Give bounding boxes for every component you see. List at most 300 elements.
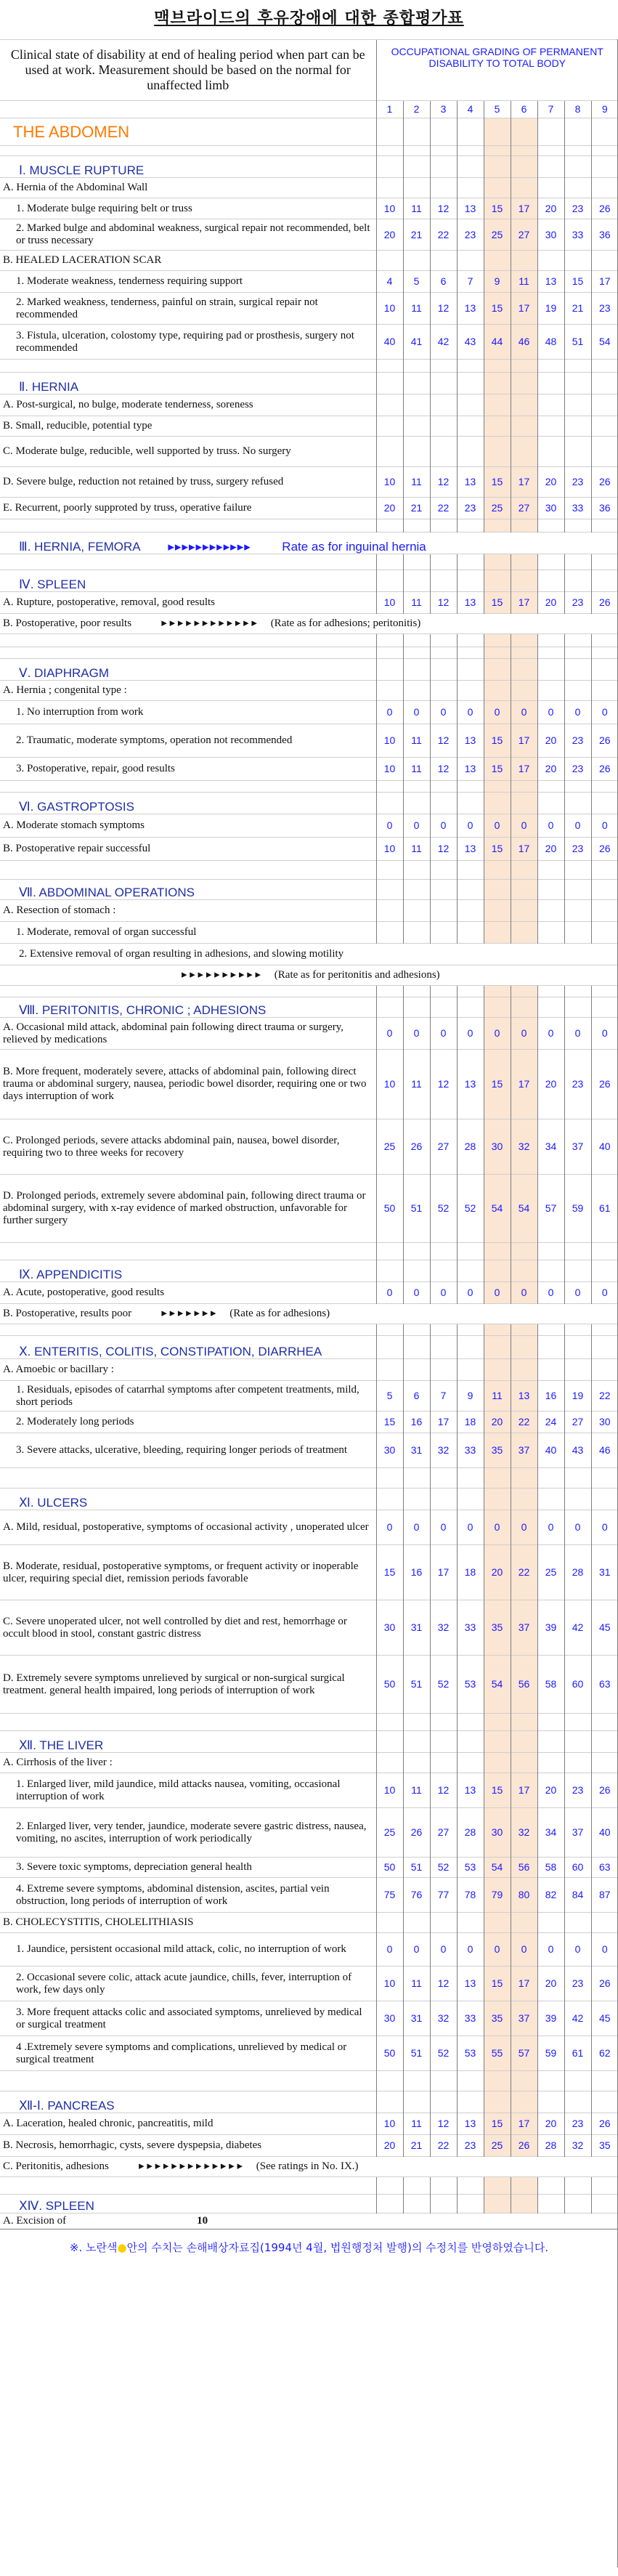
empty-cell <box>591 1714 618 1731</box>
empty-cell <box>403 1359 430 1381</box>
empty-cell <box>457 1324 484 1336</box>
empty-cell <box>457 922 484 944</box>
empty-cell <box>430 178 457 198</box>
empty-cell <box>457 251 484 271</box>
empty-cell <box>376 1731 403 1753</box>
section-heading-row <box>0 880 618 900</box>
empty-cell <box>457 781 484 793</box>
rating-value: 15 <box>484 2113 511 2135</box>
section-heading: Ⅳ. SPLEEN <box>0 570 376 592</box>
empty-cell <box>376 373 403 394</box>
rating-value: 0 <box>484 1510 511 1545</box>
empty-cell <box>457 519 484 532</box>
empty-cell <box>511 2195 537 2214</box>
rating-value: 9 <box>457 1381 484 1411</box>
rating-value: 23 <box>564 198 591 219</box>
empty-cell <box>430 570 457 592</box>
empty-cell <box>457 373 484 394</box>
empty-cell <box>484 373 511 394</box>
rating-value: 30 <box>537 498 564 519</box>
empty-cell <box>537 1714 564 1731</box>
rating-value: 0 <box>564 1282 591 1304</box>
region-heading: THE ABDOMEN <box>0 118 376 146</box>
empty-cell <box>564 1359 591 1381</box>
empty-cell <box>430 118 457 146</box>
rating-value: 80 <box>511 1878 537 1913</box>
empty-cell <box>0 2071 376 2091</box>
rating-value: 18 <box>457 1411 484 1433</box>
rate-note: (See ratings in No. IX.) <box>256 2160 359 2172</box>
empty-cell <box>430 986 457 997</box>
row-label: B. Moderate, residual, postoperative symptoms, or frequent activity or inoperable ulcer, requiring special diet, remission periods favorable <box>0 1545 376 1600</box>
empty-cell <box>403 394 430 416</box>
empty-cell <box>457 986 484 997</box>
empty-cell <box>430 146 457 156</box>
rating-value: 0 <box>430 814 457 838</box>
rating-value: 26 <box>403 1808 430 1858</box>
rating-value: 35 <box>484 1600 511 1656</box>
empty-cell <box>376 793 403 814</box>
cross-reference-row <box>0 965 618 986</box>
empty-cell <box>511 1336 537 1359</box>
rating-row <box>0 758 618 781</box>
empty-cell <box>537 986 564 997</box>
empty-cell <box>430 793 457 814</box>
empty-cell <box>484 1260 511 1282</box>
empty-cell <box>430 1359 457 1381</box>
row-label: E. Recurrent, poorly supproted by truss, operative failure <box>0 498 376 519</box>
empty-cell <box>591 437 618 467</box>
empty-cell <box>591 647 618 659</box>
empty-cell <box>564 554 591 570</box>
empty-cell <box>564 1714 591 1731</box>
rating-value: 10 <box>376 1773 403 1808</box>
empty-cell <box>564 1913 591 1933</box>
empty-cell <box>564 634 591 647</box>
empty-cell <box>537 1336 564 1359</box>
rating-row <box>0 1433 618 1468</box>
rating-value: 10 <box>376 592 403 614</box>
rating-value: 0 <box>484 1282 511 1304</box>
row-label: 3. More frequent attacks colic and associated symptoms, unrelieved by medical or surgical treatment <box>0 2001 376 2036</box>
empty-cell <box>430 2071 457 2091</box>
empty-cell <box>403 146 430 156</box>
column-number: 6 <box>511 101 537 118</box>
empty-cell <box>430 156 457 178</box>
empty-cell <box>537 437 564 467</box>
rating-value: 0 <box>591 814 618 838</box>
empty-cell <box>537 880 564 900</box>
empty-cell <box>430 659 457 681</box>
rating-value: 15 <box>484 724 511 758</box>
empty-cell <box>403 647 430 659</box>
empty-cell <box>564 647 591 659</box>
rating-value: 11 <box>403 467 430 498</box>
rating-value: 26 <box>591 1773 618 1808</box>
empty-cell <box>403 1714 430 1731</box>
rating-row <box>0 1933 618 1967</box>
row-label: 1. Moderate, removal of organ successful <box>0 922 376 944</box>
empty-cell <box>484 900 511 922</box>
empty-cell <box>564 360 591 373</box>
empty-cell <box>591 997 618 1018</box>
rating-value: 32 <box>430 2001 457 2036</box>
empty-cell <box>537 146 564 156</box>
empty-cell <box>0 1243 376 1260</box>
rating-value: 35 <box>484 2001 511 2036</box>
empty-cell <box>591 681 618 701</box>
empty-cell <box>511 416 537 437</box>
rating-row <box>0 838 618 861</box>
empty-cell <box>484 1753 511 1773</box>
rating-value: 22 <box>511 1545 537 1600</box>
rating-value: 20 <box>537 467 564 498</box>
empty-cell <box>511 793 537 814</box>
empty-cell <box>430 416 457 437</box>
empty-cell <box>430 394 457 416</box>
rating-value: 0 <box>564 814 591 838</box>
empty-cell <box>537 1913 564 1933</box>
section-title: Ⅲ. HERNIA, FEMORA <box>19 540 141 554</box>
rating-value: 12 <box>430 724 457 758</box>
empty-cell <box>564 1336 591 1359</box>
rating-value: 0 <box>591 1282 618 1304</box>
footnote <box>0 2229 618 2267</box>
empty-cell <box>537 394 564 416</box>
empty-cell <box>430 922 457 944</box>
empty-cell <box>457 554 484 570</box>
empty-cell <box>484 570 511 592</box>
empty-cell <box>376 437 403 467</box>
rating-value: 15 <box>484 592 511 614</box>
rating-row <box>0 814 618 838</box>
rating-row <box>0 467 618 498</box>
empty-cell <box>591 554 618 570</box>
rating-value: 27 <box>430 1808 457 1858</box>
row-label: D. Prolonged periods, extremely severe abdominal pain, following direct trauma or abdominal surgery, with x-ray evidence of marked obstruction, unfavorable for further surgery <box>0 1175 376 1243</box>
rating-value: 26 <box>591 2113 618 2135</box>
row-label <box>0 1304 618 1324</box>
empty-cell <box>457 1489 484 1510</box>
rating-value: 60 <box>564 1656 591 1714</box>
section-heading-row <box>0 997 618 1018</box>
rating-value: 15 <box>564 271 591 293</box>
empty-cell <box>511 1714 537 1731</box>
row-label: A. Post-surgical, no bulge, moderate tenderness, soreness <box>0 394 376 416</box>
empty-cell <box>376 2177 403 2195</box>
empty-cell <box>564 1324 591 1336</box>
empty-cell <box>430 1324 457 1336</box>
empty-cell <box>591 659 618 681</box>
rating-row <box>0 1018 618 1050</box>
rating-value: 26 <box>591 758 618 781</box>
rating-value: 0 <box>430 701 457 724</box>
rating-row <box>0 2113 618 2135</box>
rating-value: 58 <box>537 1656 564 1714</box>
section-heading-row <box>0 2091 618 2113</box>
rating-value: 0 <box>430 1282 457 1304</box>
empty-cell <box>537 1243 564 1260</box>
rating-value: 7 <box>430 1381 457 1411</box>
row-label: A. Laceration, healed chronic, pancreatitis, mild <box>0 2113 376 2135</box>
empty-cell <box>484 1468 511 1489</box>
section-heading-row <box>0 373 618 394</box>
empty-cell <box>484 118 511 146</box>
row-label: A. Amoebic or bacillary : <box>0 1359 376 1381</box>
rating-row <box>0 1175 618 1243</box>
rating-row <box>0 416 618 437</box>
empty-cell <box>376 1489 403 1510</box>
section-heading: Ⅰ. MUSCLE RUPTURE <box>0 156 376 178</box>
rating-value: 52 <box>430 1656 457 1714</box>
section-heading-row <box>0 156 618 178</box>
empty-cell <box>403 2177 430 2195</box>
rating-value: 37 <box>511 2001 537 2036</box>
empty-cell <box>564 986 591 997</box>
rating-value: 0 <box>430 1510 457 1545</box>
empty-cell <box>403 986 430 997</box>
empty-cell <box>457 437 484 467</box>
section-heading: Ⅷ. PERITONITIS, CHRONIC ; ADHESIONS <box>0 997 376 1018</box>
empty-cell <box>564 156 591 178</box>
rating-value: 9 <box>484 271 511 293</box>
rating-value: 0 <box>376 1018 403 1050</box>
empty-cell <box>430 1336 457 1359</box>
empty-cell <box>511 146 537 156</box>
spacer-row <box>0 2071 618 2091</box>
rating-value: 42 <box>564 2001 591 2036</box>
empty-cell <box>537 416 564 437</box>
column-number: 7 <box>537 101 564 118</box>
empty-cell <box>403 781 430 793</box>
empty-cell <box>564 922 591 944</box>
rating-value: 51 <box>403 1858 430 1878</box>
section-heading: Ⅱ. HERNIA <box>0 373 376 394</box>
empty-cell <box>484 2177 511 2195</box>
rating-value: 59 <box>564 1175 591 1243</box>
rating-value: 0 <box>484 1933 511 1967</box>
rating-value: 0 <box>484 701 511 724</box>
rating-value: 37 <box>511 1600 537 1656</box>
empty-cell <box>484 1359 511 1381</box>
rating-value: 17 <box>511 838 537 861</box>
rating-value: 26 <box>591 467 618 498</box>
rating-value: 0 <box>511 814 537 838</box>
rating-value: 23 <box>457 498 484 519</box>
rating-value: 30 <box>537 219 564 251</box>
rating-value: 34 <box>537 1808 564 1858</box>
empty-cell <box>430 554 457 570</box>
empty-cell <box>537 360 564 373</box>
empty-cell <box>591 1913 618 1933</box>
rating-row <box>0 1411 618 1433</box>
empty-cell <box>484 437 511 467</box>
rating-value: 50 <box>376 2036 403 2071</box>
spacer-row <box>0 554 618 570</box>
rating-value: 0 <box>591 1933 618 1967</box>
empty-cell <box>0 861 376 880</box>
empty-cell <box>430 1913 457 1933</box>
section-heading-row <box>0 570 618 592</box>
rating-value: 84 <box>564 1878 591 1913</box>
empty-cell <box>0 647 376 659</box>
header-right-text: OCCUPATIONAL GRADING OF PERMANENT DISABILITY TO TOTAL BODY <box>376 40 618 101</box>
empty-cell <box>511 647 537 659</box>
rating-value: 26 <box>511 2135 537 2157</box>
empty-cell <box>511 394 537 416</box>
rating-value: 5 <box>403 271 430 293</box>
rating-value: 79 <box>484 1878 511 1913</box>
empty-cell <box>376 416 403 437</box>
empty-cell <box>564 793 591 814</box>
row-label: 2. Enlarged liver, very tender, jaundice, moderate severe gastric distress, nausea, vomiting, no ascites, interruption of work periodically <box>0 1808 376 1858</box>
empty-cell <box>457 118 484 146</box>
empty-cell <box>537 1731 564 1753</box>
empty-cell <box>511 2091 537 2113</box>
rating-value: 48 <box>537 325 564 360</box>
empty-cell <box>484 1913 511 1933</box>
empty-cell <box>537 519 564 532</box>
rating-value: 20 <box>537 198 564 219</box>
rating-value: 44 <box>484 325 511 360</box>
row-label: 1. No interruption from work <box>0 701 376 724</box>
rating-value: 32 <box>511 1808 537 1858</box>
empty-cell <box>591 146 618 156</box>
rating-value: 13 <box>511 1381 537 1411</box>
rating-value: 63 <box>591 1858 618 1878</box>
empty-cell <box>511 554 537 570</box>
empty-cell <box>430 2195 457 2214</box>
row-label: 1. Moderate bulge requiring belt or truss <box>0 198 376 219</box>
rating-value: 5 <box>376 1381 403 1411</box>
section-heading-row <box>0 1489 618 1510</box>
rating-value: 35 <box>591 2135 618 2157</box>
rating-value: 36 <box>591 498 618 519</box>
row-label <box>0 965 618 986</box>
row-label-text: B. Postoperative, poor results <box>3 617 132 629</box>
row-label: B. HEALED LACERATION SCAR <box>0 251 376 271</box>
rating-row <box>0 1510 618 1545</box>
empty-cell <box>591 900 618 922</box>
empty-cell <box>511 156 537 178</box>
rating-value: 23 <box>564 1967 591 2001</box>
rating-row <box>0 592 618 614</box>
empty-cell <box>376 781 403 793</box>
column-number: 1 <box>376 101 403 118</box>
empty-cell <box>403 1243 430 1260</box>
rating-value: 15 <box>484 758 511 781</box>
empty-cell <box>430 900 457 922</box>
empty-cell <box>564 781 591 793</box>
empty-cell <box>511 997 537 1018</box>
rating-value: 52 <box>430 1175 457 1243</box>
row-label: 2. Traumatic, moderate symptoms, operation not recommended <box>0 724 376 758</box>
rate-note: Rate as for inguinal hernia <box>282 540 426 554</box>
rating-value: 60 <box>564 1858 591 1878</box>
empty-cell <box>403 880 430 900</box>
rating-value: 12 <box>430 467 457 498</box>
rating-value: 11 <box>403 1773 430 1808</box>
empty-cell <box>403 2071 430 2091</box>
empty-cell <box>403 416 430 437</box>
section-heading: ⅩⅣ. SPLEEN <box>0 2195 376 2214</box>
empty-cell <box>591 118 618 146</box>
empty-cell <box>430 251 457 271</box>
empty-cell <box>511 861 537 880</box>
rating-row <box>0 2135 618 2157</box>
rating-value: 0 <box>430 1933 457 1967</box>
rating-value: 20 <box>376 498 403 519</box>
empty-cell <box>511 986 537 997</box>
rating-value: 23 <box>564 1050 591 1119</box>
rating-value: 55 <box>484 2036 511 2071</box>
rating-value: 16 <box>403 1411 430 1433</box>
rating-value: 12 <box>430 2113 457 2135</box>
footnote-text: 안의 수치는 손해배상자료집(1994년 4월, 법원행정처 발행)의 수정치를 반영하였습니다. <box>126 2241 549 2255</box>
rating-value: 23 <box>457 219 484 251</box>
section-heading-row <box>0 793 618 814</box>
row-label: 3. Severe toxic symptoms, depreciation general health <box>0 1858 376 1878</box>
rating-value: 34 <box>537 1119 564 1175</box>
excision-value: 10 <box>197 2215 208 2227</box>
empty-cell <box>537 1489 564 1510</box>
rating-value: 17 <box>511 293 537 325</box>
rating-value: 12 <box>430 1967 457 2001</box>
rating-value: 50 <box>376 1656 403 1714</box>
rating-value: 0 <box>403 1510 430 1545</box>
rating-value: 50 <box>376 1175 403 1243</box>
row-label: A. Rupture, postoperative, removal, good results <box>0 592 376 614</box>
rating-row <box>0 1878 618 1913</box>
empty-cell <box>430 1260 457 1282</box>
rating-value: 61 <box>564 2036 591 2071</box>
empty-cell <box>591 922 618 944</box>
empty-cell <box>511 900 537 922</box>
rating-value: 78 <box>457 1878 484 1913</box>
page-title: 맥브라이드의 후유장애에 대한 종합평가표 <box>154 9 464 28</box>
empty-cell <box>403 1753 430 1773</box>
rating-value: 10 <box>376 724 403 758</box>
rating-value: 13 <box>457 758 484 781</box>
empty-cell <box>564 2177 591 2195</box>
empty-cell <box>457 1731 484 1753</box>
empty-cell <box>376 1468 403 1489</box>
empty-cell <box>430 2091 457 2113</box>
rating-row <box>0 1773 618 1808</box>
empty-cell <box>403 554 430 570</box>
rating-value: 39 <box>537 1600 564 1656</box>
rating-value: 13 <box>457 293 484 325</box>
rating-value: 22 <box>591 1381 618 1411</box>
rating-row <box>0 2001 618 2036</box>
empty-cell <box>591 2071 618 2091</box>
rating-value: 0 <box>457 1282 484 1304</box>
rating-value: 10 <box>376 198 403 219</box>
row-label: B. CHOLECYSTITIS, CHOLELITHIASIS <box>0 1913 376 1933</box>
empty-cell <box>376 360 403 373</box>
rating-value: 15 <box>484 198 511 219</box>
rating-value: 54 <box>511 1175 537 1243</box>
empty-cell <box>564 519 591 532</box>
rating-value: 13 <box>457 198 484 219</box>
empty-cell <box>484 416 511 437</box>
rating-row <box>0 1381 618 1411</box>
rating-value: 40 <box>537 1433 564 1468</box>
spacer-row <box>0 861 618 880</box>
rating-value: 0 <box>564 1018 591 1050</box>
rating-value: 62 <box>591 2036 618 2071</box>
spacer-row <box>0 1468 618 1489</box>
